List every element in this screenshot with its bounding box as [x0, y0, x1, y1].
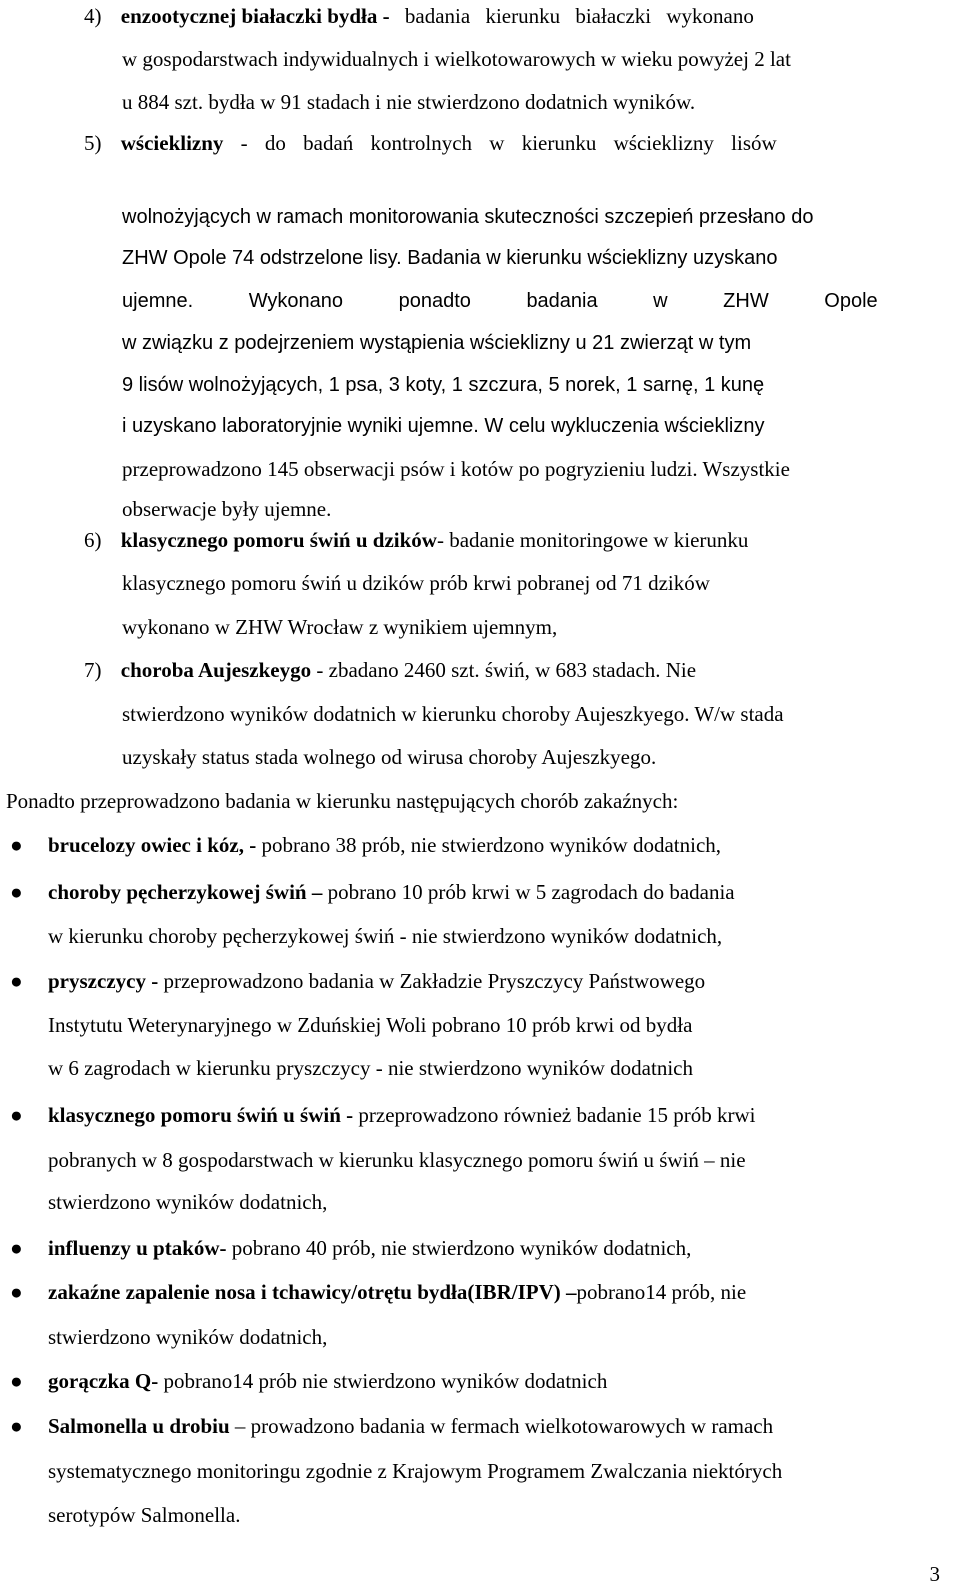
item-5-line-1	[84, 131, 777, 155]
page-number: 3	[929, 1562, 940, 1586]
item-text: - badanie monitoringowe w kierunku	[436, 528, 749, 552]
item-5-line-7: i uzyskano laboratoryjnie wyniki ujemne. W celu wykluczenia wścieklizny	[122, 415, 765, 437]
bullet-pryszczyca-line-2: Instytutu Weterynaryjnego w Zduńskiej Woli pobrano 10 prób krwi od bydła	[48, 1013, 693, 1037]
bullet-salmonella	[48, 1414, 773, 1438]
bullet-title: klasycznego pomoru świń u świń -	[48, 1103, 354, 1127]
bullet-influenza	[48, 1236, 691, 1260]
item-title: klasycznego pomoru świń u dzików	[120, 528, 437, 552]
bullet-icon: ●	[10, 833, 23, 857]
item-5-line-9: obserwacje były ujemne.	[122, 497, 332, 521]
bullet-icon: ●	[10, 1414, 23, 1438]
item-4-line-3: u 884 szt. bydła w 91 stadach i nie stwierdzono dodatnich wyników.	[122, 90, 696, 114]
bullet-icon: ●	[10, 1236, 23, 1260]
bullet-icon: ●	[10, 1280, 23, 1304]
item-7-line-3: uzyskały status stada wolnego od wirusa choroby Aujeszkyego.	[122, 745, 657, 769]
bullet-title: influenzy u ptaków-	[48, 1236, 227, 1260]
bullet-icon: ●	[10, 969, 23, 993]
bullet-icon: ●	[10, 880, 23, 904]
bullet-pryszczyca	[48, 969, 705, 993]
item-title: choroba Aujeszkeygo	[120, 658, 312, 682]
bullet-ibr-ipv	[48, 1280, 746, 1304]
bullet-pecherzykowa	[48, 880, 735, 904]
item-number: 7)	[84, 658, 102, 682]
bullet-text: przeprowadzono również badanie 15 prób krwi	[353, 1103, 756, 1127]
item-title: enzootycznej białaczki bydła -	[120, 4, 390, 28]
bullet-icon: ●	[10, 1369, 23, 1393]
item-5-line-6: 9 lisów wolnożyjących, 1 psa, 3 koty, 1 szczura, 5 norek, 1 sarnę, 1 kunę	[122, 374, 765, 396]
item-6-line-3: wykonano w ZHW Wrocław z wynikiem ujemnym,	[122, 615, 558, 639]
item-text: - do badań kontrolnych w kierunku wścieklizny lisów	[223, 131, 777, 155]
bullet-text: pobrano 10 prób krwi w 5 zagrodach do badania	[322, 880, 735, 904]
bullet-text: pobrano14 prób nie stwierdzono wyników dodatnich	[158, 1369, 608, 1393]
item-5-line-8: przeprowadzono 145 obserwacji psów i kotów po pogryzieniu ludzi. Wszystkie	[122, 457, 790, 481]
bullet-goraczka-q	[48, 1369, 607, 1393]
bullet-text: – prowadzono badania w fermach wielkotowarowych w ramach	[229, 1414, 774, 1438]
item-number: 6)	[84, 528, 102, 552]
item-text: ujemne.	[122, 290, 194, 312]
item-number: 4)	[84, 4, 102, 28]
item-text: Wykonano ponadto badania w ZHW Opole	[193, 290, 878, 312]
bullet-title: pryszczycy -	[48, 969, 159, 993]
bullet-title: gorączka Q-	[48, 1369, 159, 1393]
bullet-salmonella-line-3: serotypów Salmonella.	[48, 1503, 241, 1527]
bullet-pryszczyca-line-3: w 6 zagrodach w kierunku pryszczycy - nie stwierdzono wyników dodatnich	[48, 1056, 693, 1080]
bullet-kps-line-2: pobranych w 8 gospodarstwach w kierunku klasycznego pomoru świń u świń – nie	[48, 1148, 746, 1172]
bullet-text: przeprowadzono badania w Zakładzie Pryszczycy Państwowego	[158, 969, 706, 993]
item-6-line-2: klasycznego pomoru świń u dzików prób krwi pobranej od 71 dzików	[122, 571, 710, 595]
bullet-title: choroby pęcherzykowej świń –	[48, 880, 323, 904]
intro-text: Ponadto przeprowadzono badania w kierunku następujących chorób zakaźnych:	[6, 789, 679, 813]
item-text: badania kierunku białaczki wykonano	[389, 4, 754, 28]
bullet-title: brucelozy owiec i kóz, -	[48, 833, 257, 857]
bullet-ibr-ipv-line-2: stwierdzono wyników dodatnich,	[48, 1325, 328, 1349]
item-text: - zbadano 2460 szt. świń, w 683 stadach. Nie	[311, 658, 697, 682]
item-5-line-3: ZHW Opole 74 odstrzelone lisy. Badania w kierunku wścieklizny uzyskano	[122, 247, 778, 269]
item-title: wścieklizny	[120, 131, 224, 155]
bullet-icon: ●	[10, 1103, 23, 1127]
bullet-title: zakaźne zapalenie nosa i tchawicy/otrętu bydła(IBR/IPV) –	[48, 1280, 577, 1304]
item-7-line-1	[84, 658, 696, 682]
bullet-kps-line-3: stwierdzono wyników dodatnich,	[48, 1190, 328, 1214]
bullet-text: pobrano14 prób, nie	[576, 1280, 747, 1304]
bullet-title: Salmonella u drobiu	[48, 1414, 230, 1438]
bullet-brucelozy	[48, 833, 721, 857]
item-4-line-2: w gospodarstwach indywidualnych i wielkotowarowych w wieku powyżej 2 lat	[122, 47, 791, 71]
item-5-line-2: wolnożyjących w ramach monitorowania skuteczności szczepień przesłano do	[122, 206, 814, 228]
item-5-line-4	[122, 289, 878, 313]
item-7-line-2: stwierdzono wyników dodatnich w kierunku choroby Aujeszkyego. W/w stada	[122, 702, 784, 726]
bullet-text: pobrano 40 prób, nie stwierdzono wyników dodatnich,	[226, 1236, 692, 1260]
item-5-line-5: w związku z podejrzeniem wystąpienia wścieklizny u 21 zwierząt w tym	[122, 332, 752, 354]
item-number: 5)	[84, 131, 102, 155]
bullet-salmonella-line-2: systematycznego monitoringu zgodnie z Krajowym Programem Zwalczania niektórych	[48, 1459, 783, 1483]
item-6-line-1	[84, 528, 748, 552]
item-4-line-1	[84, 4, 944, 28]
bullet-text: pobrano 38 prób, nie stwierdzono wyników dodatnich,	[256, 833, 722, 857]
bullet-pecherzykowa-line-2: w kierunku choroby pęcherzykowej świń - nie stwierdzono wyników dodatnich,	[48, 924, 723, 948]
bullet-kps	[48, 1103, 756, 1127]
